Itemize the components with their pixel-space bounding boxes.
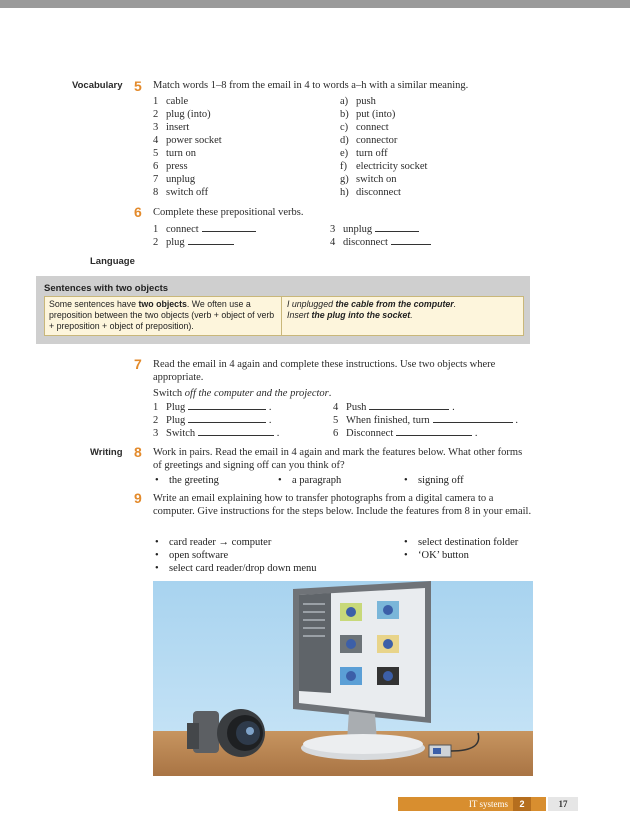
exercise-7-number: 7 — [134, 356, 142, 372]
bullet-item: • the greeting — [155, 474, 219, 487]
bullet-item: • card reader → computer — [155, 536, 271, 549]
list-item: 4 disconnect — [330, 235, 431, 249]
answer-blank — [391, 235, 431, 245]
exercise-7-instruction: Read the email in 4 again and complete these instructions. Use two objects where appropriate. — [153, 359, 496, 383]
camera — [187, 709, 265, 757]
list-item: 2 Plug . — [153, 415, 272, 426]
exercise-8-instruction: Work in pairs. Read the email in 4 again and mark the features below. What other forms of greetings and signing off can you think of? — [153, 447, 523, 471]
monitor — [293, 581, 431, 723]
exercise-8-number: 8 — [134, 444, 142, 460]
list-item: 1 Plug . — [153, 402, 272, 413]
list-item: 8 switch off — [153, 187, 209, 198]
section-label-writing: Writing — [90, 447, 123, 458]
list-item: 6 Disconnect . — [333, 428, 478, 439]
language-explanation: Some sentences have two objects. We often use a preposition between the two objects (verb + object of verb + preposition + object of preposition). — [49, 299, 275, 331]
answer-blank — [375, 222, 419, 232]
answer-blank — [396, 426, 472, 436]
answer-blank — [369, 400, 449, 410]
answer-blank — [188, 235, 234, 245]
list-item: a) push — [340, 96, 376, 107]
top-bar — [0, 0, 630, 8]
list-item: 2 plug — [153, 235, 234, 249]
list-item: f) electricity socket — [340, 161, 428, 172]
list-item: d) connector — [340, 135, 398, 146]
list-item: 3 Switch . — [153, 428, 280, 439]
language-box — [44, 296, 524, 336]
list-item: b) put (into) — [340, 109, 396, 120]
bullet-item: • open software — [155, 549, 228, 562]
list-item: g) switch on — [340, 174, 397, 185]
list-item: 6 press — [153, 161, 188, 172]
list-item: 4 power socket — [153, 135, 222, 146]
list-item: 1 cable — [153, 96, 189, 107]
page-number: 17 — [548, 797, 578, 811]
exercise-6-instruction: Complete these prepositional verbs. — [153, 207, 304, 218]
bullet-item: • select destination folder — [404, 536, 518, 549]
footer-unit-number: 2 — [513, 797, 531, 811]
language-box-divider — [281, 297, 282, 335]
list-item: e) turn off — [340, 148, 388, 159]
list-item: 7 unplug — [153, 174, 196, 185]
exercise-6-number: 6 — [134, 204, 142, 220]
bullet-item: • a paragraph — [278, 474, 341, 487]
section-label-language: Language — [90, 256, 135, 267]
exercise-9-instruction: Write an email explaining how to transfer photographs from a digital camera to a computer. Give instructions for the steps below. Include the features from 8 in your email. — [153, 493, 532, 517]
bullet-item: • signing off — [404, 474, 464, 487]
list-item: 1 connect — [153, 222, 256, 236]
list-item: h) disconnect — [340, 187, 401, 198]
answer-blank — [202, 222, 256, 232]
list-item: 2 plug (into) — [153, 109, 211, 120]
list-item: 3 insert — [153, 122, 190, 133]
list-item: 5 When finished, turn . — [333, 415, 518, 426]
answer-blank — [188, 413, 266, 423]
exercise-9-number: 9 — [134, 490, 142, 506]
answer-blank — [188, 400, 266, 410]
answer-blank — [433, 413, 513, 423]
bullet-item: • ‘OK’ button — [404, 549, 469, 562]
list-item: 4 Push . — [333, 402, 455, 413]
language-examples: I unplugged the cable from the computer. Insert the plug into the socket. — [287, 299, 457, 320]
list-item: 3 unplug — [330, 222, 419, 236]
exercise-7-example: Switch off the computer and the projector. — [153, 388, 332, 399]
footer-unit-title: IT systems — [468, 799, 508, 809]
exercise-5-number: 5 — [134, 78, 142, 94]
section-label-vocabulary: Vocabulary — [72, 80, 123, 91]
computer-camera-illustration — [153, 581, 533, 776]
list-item: c) connect — [340, 122, 389, 133]
answer-blank — [198, 426, 274, 436]
list-item: 5 turn on — [153, 148, 197, 159]
language-box-heading: Sentences with two objects — [44, 283, 169, 294]
bullet-item: • select card reader/drop down menu — [155, 562, 317, 575]
exercise-5-instruction: Match words 1–8 from the email in 4 to words a–h with a similar meaning. — [153, 80, 469, 91]
